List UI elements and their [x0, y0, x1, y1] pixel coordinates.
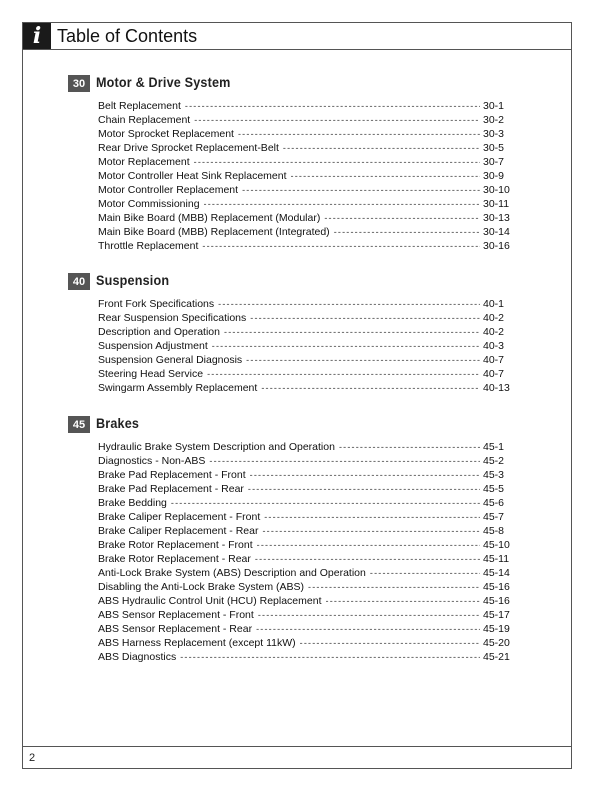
toc-entry-page: 45-8 — [483, 525, 505, 537]
toc-entry-page: 40-7 — [483, 368, 505, 380]
dot-leader — [209, 454, 480, 468]
toc-entry-page: 45-7 — [483, 511, 505, 523]
dot-leader — [257, 538, 480, 552]
section-header — [68, 273, 513, 291]
toc-entry-title: Diagnostics - Non-ABS — [98, 455, 206, 467]
dot-leader — [218, 297, 480, 311]
toc-entry-page: 30-13 — [483, 212, 510, 224]
section-header — [68, 75, 513, 93]
section-number-badge: 45 — [68, 416, 90, 433]
toc-entry-page: 45-2 — [483, 455, 505, 467]
toc-entry[interactable] — [98, 608, 513, 622]
dot-leader — [180, 650, 480, 664]
toc-entry[interactable] — [98, 211, 513, 225]
dot-leader — [238, 127, 480, 141]
section-title: Brakes — [96, 415, 140, 431]
toc-entry[interactable] — [98, 594, 513, 608]
toc-entry-title: Motor Controller Heat Sink Replacement — [98, 170, 287, 182]
toc-entry[interactable] — [98, 440, 513, 454]
toc-entry[interactable] — [98, 622, 513, 636]
toc-entry-title: ABS Hydraulic Control Unit (HCU) Replacement — [98, 595, 322, 607]
toc-entry[interactable] — [98, 454, 513, 468]
dot-leader — [248, 482, 480, 496]
toc-entry[interactable] — [98, 482, 513, 496]
toc-entry-title: Rear Suspension Specifications — [98, 312, 247, 324]
toc-entry-page: 30-5 — [483, 142, 505, 154]
section-title: Suspension — [96, 272, 170, 288]
toc-entry-page: 30-3 — [483, 128, 505, 140]
toc-entry[interactable] — [98, 155, 513, 169]
dot-leader — [308, 580, 480, 594]
toc-entry[interactable] — [98, 99, 513, 113]
toc-entry-title: Anti-Lock Brake System (ABS) Description and Operation — [98, 567, 366, 579]
toc-entry-title: Hydraulic Brake System Description and Operation — [98, 441, 335, 453]
toc-entry-title: Motor Controller Replacement — [98, 184, 239, 196]
toc-entry[interactable] — [98, 524, 513, 538]
toc-entry-list — [98, 99, 513, 253]
toc-entry-page: 30-10 — [483, 184, 510, 196]
toc-entry-page: 45-3 — [483, 469, 505, 481]
toc-entry-title: Motor Commissioning — [98, 198, 200, 210]
section-title: Motor & Drive System — [96, 74, 231, 90]
toc-section — [68, 273, 513, 395]
toc-entry[interactable] — [98, 127, 513, 141]
toc-entry-page: 40-1 — [483, 298, 505, 310]
toc-entry-title: Swingarm Assembly Replacement — [98, 382, 258, 394]
dot-leader — [258, 608, 480, 622]
toc-entry-title: Brake Pad Replacement - Rear — [98, 483, 244, 495]
dot-leader — [250, 311, 480, 325]
toc-entry-title: Description and Operation — [98, 326, 220, 338]
toc-entry[interactable] — [98, 538, 513, 552]
toc-entry-title: ABS Sensor Replacement - Front — [98, 609, 254, 621]
toc-entry-title: Brake Caliper Replacement - Front — [98, 511, 261, 523]
toc-entry-title: Suspension Adjustment — [98, 340, 208, 352]
toc-entry[interactable] — [98, 552, 513, 566]
toc-entry-page: 45-20 — [483, 637, 510, 649]
footer-divider — [23, 746, 571, 747]
toc-entry-page: 40-7 — [483, 354, 505, 366]
toc-entry[interactable] — [98, 311, 513, 325]
toc-entry[interactable] — [98, 510, 513, 524]
dot-leader — [242, 183, 480, 197]
toc-entry-page: 45-6 — [483, 497, 505, 509]
dot-leader — [204, 197, 480, 211]
toc-entry-title: Main Bike Board (MBB) Replacement (Integrated) — [98, 226, 330, 238]
dot-leader — [255, 552, 480, 566]
toc-entry-title: Front Fork Specifications — [98, 298, 215, 310]
dot-leader — [370, 566, 480, 580]
toc-entry[interactable] — [98, 197, 513, 211]
section-number-badge: 40 — [68, 273, 90, 290]
toc-entry-page: 40-3 — [483, 340, 505, 352]
toc-section — [68, 416, 513, 664]
toc-entry-page: 45-1 — [483, 441, 505, 453]
toc-entry-title: ABS Diagnostics — [98, 651, 177, 663]
toc-entry-title: Brake Rotor Replacement - Front — [98, 539, 253, 551]
toc-entry-title: Main Bike Board (MBB) Replacement (Modular) — [98, 212, 321, 224]
toc-entry-page: 40-13 — [483, 382, 510, 394]
toc-entry-page: 40-2 — [483, 312, 505, 324]
dot-leader — [207, 367, 480, 381]
toc-entry[interactable] — [98, 183, 513, 197]
toc-entry-list — [98, 440, 513, 664]
section-header — [68, 416, 513, 434]
dot-leader — [185, 99, 480, 113]
toc-entry-title: Steering Head Service — [98, 368, 204, 380]
toc-entry-page: 45-11 — [483, 553, 510, 565]
dot-leader — [264, 510, 480, 524]
toc-entry-title: Brake Bedding — [98, 497, 167, 509]
toc-entry-title: Throttle Replacement — [98, 240, 199, 252]
dot-leader — [194, 113, 480, 127]
page-number: 2 — [29, 752, 36, 764]
toc-entry[interactable] — [98, 367, 513, 381]
toc-section — [68, 75, 513, 253]
dot-leader — [250, 468, 480, 482]
dot-leader — [246, 353, 480, 367]
toc-entry-page: 45-17 — [483, 609, 510, 621]
dot-leader — [171, 496, 480, 510]
dot-leader — [339, 440, 480, 454]
toc-entry-title: Motor Sprocket Replacement — [98, 128, 234, 140]
dot-leader — [334, 225, 480, 239]
dot-leader — [324, 211, 480, 225]
toc-entry[interactable] — [98, 325, 513, 339]
toc-entry-page: 30-7 — [483, 156, 505, 168]
toc-entry-page: 30-9 — [483, 170, 505, 182]
dot-leader — [261, 381, 480, 395]
dot-leader — [262, 524, 480, 538]
toc-entry[interactable] — [98, 381, 513, 395]
toc-entry[interactable] — [98, 297, 513, 311]
toc-entry-title: Chain Replacement — [98, 114, 191, 126]
toc-entry[interactable] — [98, 141, 513, 155]
toc-entry-title: Belt Replacement — [98, 100, 181, 112]
toc-entry-page: 30-11 — [483, 198, 510, 210]
toc-entry[interactable] — [98, 239, 513, 253]
toc-entry-title: ABS Sensor Replacement - Rear — [98, 623, 253, 635]
toc-entry[interactable] — [98, 339, 513, 353]
dot-leader — [256, 622, 480, 636]
toc-entry-list — [98, 297, 513, 395]
toc-entry-page: 30-16 — [483, 240, 510, 252]
toc-entry[interactable] — [98, 169, 513, 183]
toc-entry-page: 30-1 — [483, 100, 505, 112]
page-title: Table of Contents — [57, 26, 198, 46]
toc-entry-page: 30-14 — [483, 226, 510, 238]
toc-entry-title: Suspension General Diagnosis — [98, 354, 243, 366]
toc-entry-page: 45-21 — [483, 651, 510, 663]
toc-entry-page: 45-16 — [483, 581, 510, 593]
dot-leader — [326, 594, 481, 608]
toc-entry[interactable] — [98, 353, 513, 367]
toc-entry-title: ABS Harness Replacement (except 11kW) — [98, 637, 296, 649]
dot-leader — [202, 239, 480, 253]
dot-leader — [194, 155, 480, 169]
dot-leader — [212, 339, 480, 353]
toc-entry-page: 45-5 — [483, 483, 505, 495]
toc-entry-title: Motor Replacement — [98, 156, 190, 168]
toc-entry[interactable] — [98, 566, 513, 580]
toc-entry[interactable] — [98, 650, 513, 664]
section-number-badge: 30 — [68, 75, 90, 92]
toc-entry[interactable] — [98, 225, 513, 239]
info-icon: i — [23, 23, 51, 49]
toc-entry-title: Disabling the Anti-Lock Brake System (ABS) — [98, 581, 305, 593]
toc-entry-page: 45-14 — [483, 567, 510, 579]
dot-leader — [283, 141, 480, 155]
toc-entry[interactable] — [98, 580, 513, 594]
toc-entry-title: Brake Caliper Replacement - Rear — [98, 525, 259, 537]
dot-leader — [224, 325, 480, 339]
toc-entry-page: 30-2 — [483, 114, 505, 126]
toc-entry-page: 45-10 — [483, 539, 510, 551]
toc-entry-page: 40-2 — [483, 326, 505, 338]
toc-entry[interactable] — [98, 636, 513, 650]
toc-entry-title: Brake Pad Replacement - Front — [98, 469, 246, 481]
toc-entry-title: Rear Drive Sprocket Replacement-Belt — [98, 142, 279, 154]
dot-leader — [291, 169, 481, 183]
toc-entry[interactable] — [98, 496, 513, 510]
toc-entry[interactable] — [98, 468, 513, 482]
dot-leader — [300, 636, 480, 650]
toc-entry-page: 45-16 — [483, 595, 510, 607]
toc-entry-page: 45-19 — [483, 623, 510, 635]
toc-entry[interactable] — [98, 113, 513, 127]
page-header — [23, 23, 571, 50]
toc-entry-title: Brake Rotor Replacement - Rear — [98, 553, 251, 565]
